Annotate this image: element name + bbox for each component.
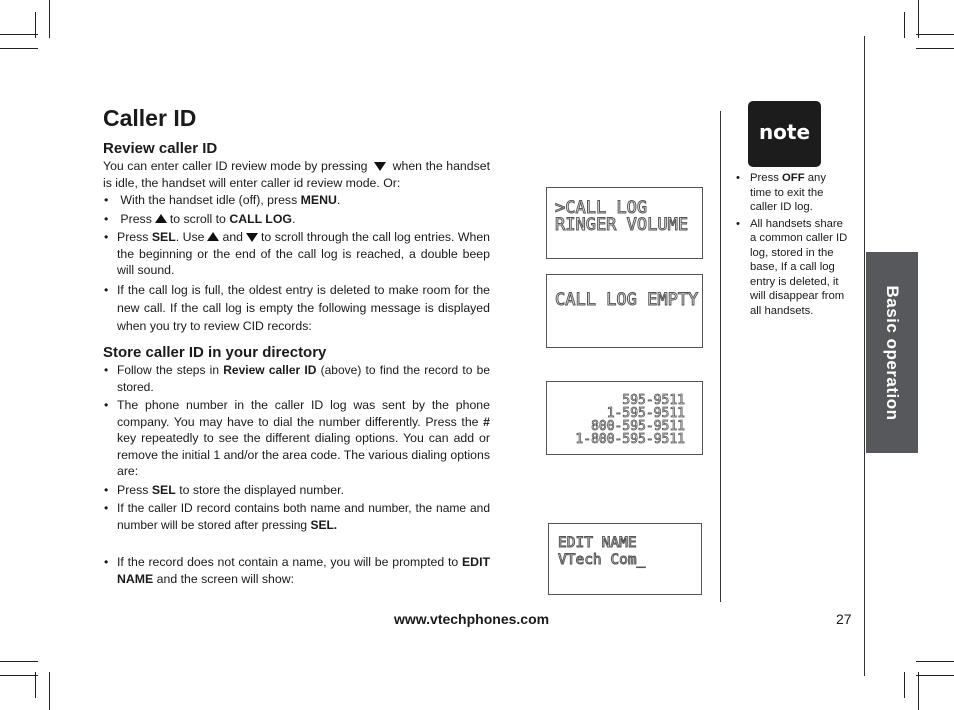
lcd-line: EDIT NAME [558, 535, 637, 551]
step-text: . [291, 211, 296, 226]
step-text: to store the displayed number. [175, 482, 344, 497]
list-item [103, 554, 490, 587]
step-text: If the call log is full, the oldest entry is deleted to make room for the new call. If the call log is empty the following message is displayed when you try to review CID records: [117, 282, 490, 333]
step-text: Press [117, 482, 152, 497]
list-item [103, 281, 490, 335]
step-text: key repeatedly to see the different dialing options. You can add or remove the initial 1 and/or the area code. The various dialing options are: [117, 431, 491, 478]
step-text: Press [117, 230, 152, 244]
step-text: . [336, 193, 341, 207]
crop-mark [0, 48, 38, 49]
note-badge [748, 101, 821, 167]
review-intro-a: You can enter caller ID review mode by pressing [103, 159, 368, 173]
note-label: note [758, 120, 811, 144]
lcd-screen-edit-name [548, 523, 702, 595]
column-divider [720, 111, 721, 602]
lcd-line: RINGER VOLUME [555, 215, 689, 235]
crop-mark [918, 672, 919, 710]
review-steps [103, 192, 490, 335]
note-text: All handsets share a common caller ID log, stored in the base, If a call log entry is deleted, it will disappear from all handsets. [750, 217, 848, 317]
store-heading: Store caller ID in your directory [103, 344, 327, 361]
sel-key-label: SEL. [310, 517, 338, 532]
step-text: (above) to find the record to be stored. [117, 363, 491, 394]
list-item [103, 397, 490, 480]
list-item [103, 482, 490, 499]
crop-mark [0, 661, 38, 662]
page-edge-line [864, 36, 865, 676]
lcd-line: 800-595-9511 [591, 419, 685, 434]
side-tab-label: Basic operation [883, 284, 902, 421]
store-steps [103, 362, 490, 587]
crop-mark [916, 661, 954, 662]
call-log-label: CALL LOG [229, 211, 292, 226]
lcd-line: 595-9511 [622, 393, 685, 408]
crop-mark [918, 0, 919, 38]
down-arrow-icon [246, 233, 258, 242]
list-item [103, 211, 490, 228]
up-arrow-icon [155, 214, 167, 223]
note-text: any time to exit the caller ID log. [750, 172, 826, 213]
review-intro-b: when the handset is idle, the handset will enter caller id review mode. Or: [103, 159, 490, 190]
review-caller-id-ref: Review caller ID [223, 363, 317, 377]
footer-url: www.vtechphones.com [394, 611, 550, 627]
crop-mark [49, 672, 50, 710]
down-arrow-icon [374, 162, 386, 171]
step-text: . Use [175, 230, 205, 244]
step-text: to scroll through the call log entries. When the beginning or the end of the call log is reached, a double beep will sound. [117, 230, 490, 277]
pound-key-label: # [483, 414, 490, 429]
lcd-line: VTech Com_ [558, 552, 646, 568]
review-heading: Review caller ID [103, 140, 218, 157]
edit-name-label: EDIT NAME [117, 555, 490, 586]
lcd-line: 1-800-595-9511 [575, 432, 685, 447]
review-intro [103, 158, 490, 191]
list-item [103, 500, 490, 533]
list-item [103, 192, 490, 209]
side-tab [866, 252, 918, 453]
lcd-line: CALL LOG EMPTY [555, 290, 699, 310]
lcd-line: >CALL LOG [555, 198, 648, 218]
list-item [103, 362, 490, 395]
step-text: and the screen will show: [153, 571, 295, 586]
step-text: The phone number in the caller ID log was sent by the phone company. You may have to dial the number differently. Press the [117, 398, 490, 429]
lcd-screen-empty [546, 274, 703, 348]
crop-mark [0, 34, 38, 35]
up-arrow-icon [207, 232, 219, 241]
crop-mark [916, 34, 954, 35]
lcd-line: 1-595-9511 [606, 406, 685, 421]
off-key-label: OFF [782, 172, 805, 184]
step-text: If the record does not contain a name, you will be prompted to [117, 555, 462, 569]
list-item [736, 171, 848, 215]
lcd-screen-numbers [546, 381, 703, 455]
crop-mark [904, 672, 905, 698]
menu-key-label: MENU [300, 193, 337, 207]
page-title: Caller ID [103, 105, 197, 131]
sel-key-label: SEL [151, 482, 176, 497]
lcd-screen-menu [546, 187, 703, 259]
list-item [736, 217, 848, 319]
list-item [103, 229, 490, 279]
note-text: Press [750, 172, 783, 184]
step-text: Follow the steps in [117, 363, 224, 377]
step-text: and [222, 230, 244, 244]
crop-mark [916, 48, 954, 49]
crop-mark [0, 675, 38, 676]
sel-key-label: SEL [151, 230, 176, 244]
crop-mark [904, 12, 905, 38]
crop-mark [916, 675, 954, 676]
step-text: to scroll to [169, 211, 230, 226]
step-text: With the handset idle (off), press [120, 193, 301, 207]
crop-mark [49, 0, 50, 38]
step-text: If the caller ID record contains both name and number, the name and number will be stored after pressing [117, 501, 490, 532]
crop-mark [35, 672, 36, 698]
note-list [736, 171, 848, 320]
step-text: Press [120, 211, 152, 226]
page-number: 27 [836, 611, 852, 627]
